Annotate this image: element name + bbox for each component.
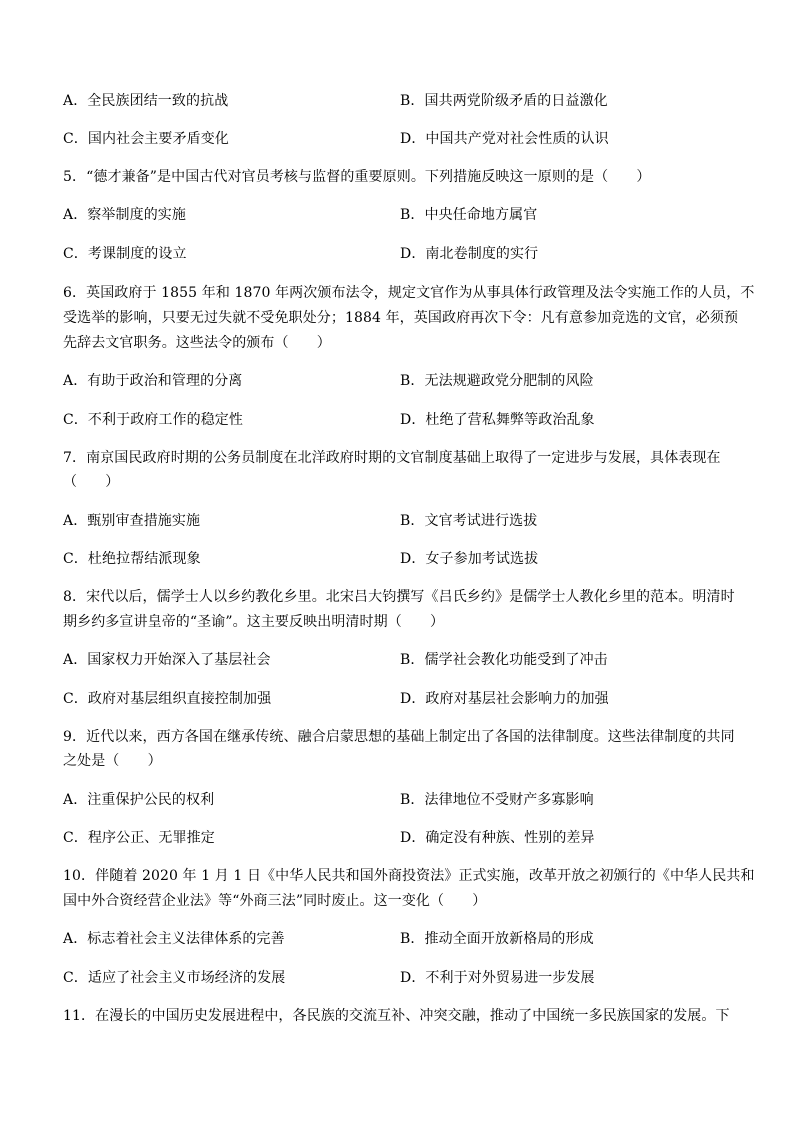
q4-option-b: B．国共两党阶级矛盾的日益激化: [400, 93, 608, 109]
q5-stem: 5．“德才兼备”是中国古代对官员考核与监督的重要原则。下列措施反映这一原则的是（ ）: [63, 169, 651, 185]
q10-stem-line1: 10．伴随着 2020 年 1 月 1 日《中华人民共和国外商投资法》正式实施，改革开放之初颁行的《中华人民共和: [63, 868, 755, 884]
q9-option-d: D．确定没有种族、性别的差异: [400, 830, 595, 846]
q4-option-c: C．国内社会主要矛盾变化: [63, 131, 229, 147]
q10-option-b: B．推动全面开放新格局的形成: [400, 931, 594, 947]
q8-option-a: A．国家权力开始深入了基层社会: [63, 652, 271, 668]
q6-option-b: B．无法规避政党分肥制的风险: [400, 373, 594, 389]
q8-stem-line2: 期乡约多宣讲皇帝的“圣谕”。这主要反映出明清时期（ ）: [63, 614, 445, 630]
q8-option-d: D．政府对基层社会影响力的加强: [400, 691, 609, 707]
q7-option-a: A．甄别审查措施实施: [63, 513, 201, 529]
q5-option-d: D．南北卷制度的实行: [400, 246, 539, 262]
q8-option-c: C．政府对基层组织直接控制加强: [63, 691, 272, 707]
q11-stem-line1: 11．在漫长的中国历史发展进程中，各民族的交流互补、冲突交融，推动了中国统一多民族国家的发展。下: [63, 1008, 730, 1024]
q10-option-c: C．适应了社会主义市场经济的发展: [63, 970, 286, 986]
q7-option-d: D．女子参加考试选拔: [400, 551, 539, 567]
q7-stem-line1: 7．南京国民政府时期的公务员制度在北洋政府时期的文官制度基础上取得了一定进步与发展，具体表现在: [63, 450, 721, 466]
q8-stem-line1: 8．宋代以后，儒学士人以乡约教化乡里。北宋吕大钧撰写《吕氏乡约》是儒学士人教化乡里的范本。明清时: [63, 589, 735, 605]
q7-stem-line2: （ ）: [63, 474, 120, 490]
q6-option-c: C．不利于政府工作的稳定性: [63, 412, 244, 428]
q7-option-c: C．杜绝拉帮结派现象: [63, 551, 201, 567]
q6-stem-line1: 6．英国政府于 1855 年和 1870 年两次颁布法令，规定文官作为从事具体行政管理及法令实施工作的人员，不: [63, 285, 755, 301]
q8-option-b: B．儒学社会教化功能受到了冲击: [400, 652, 608, 668]
q10-stem-line2: 国中外合资经营企业法》等“外商三法”同时废止。这一变化（ ）: [63, 893, 487, 909]
q5-option-b: B．中央任命地方属官: [400, 207, 538, 223]
q5-option-a: A．察举制度的实施: [63, 207, 187, 223]
q9-stem-line1: 9．近代以来，西方各国在继承传统、融合启蒙思想的基础上制定出了各国的法律制度。这些法律制度的共同: [63, 729, 735, 745]
q10-option-d: D．不利于对外贸易进一步发展: [400, 970, 595, 986]
q9-option-a: A．注重保护公民的权利: [63, 792, 215, 808]
q4-option-d: D．中国共产党对社会性质的认识: [400, 131, 609, 147]
q4-option-a: A．全民族团结一致的抗战: [63, 93, 229, 109]
q6-stem-line2: 受选举的影响，只要无过失就不受免职处分；1884 年，英国政府再次下令：凡有意参加竞选的文官，必须预: [63, 310, 739, 326]
q6-option-a: A．有助于政治和管理的分离: [63, 373, 243, 389]
q10-option-a: A．标志着社会主义法律体系的完善: [63, 931, 285, 947]
q9-stem-line2: 之处是（ ）: [63, 753, 162, 769]
q9-option-b: B．法律地位不受财产多寡影响: [400, 792, 594, 808]
q6-option-d: D．杜绝了营私舞弊等政治乱象: [400, 412, 595, 428]
q5-option-c: C．考课制度的设立: [63, 246, 187, 262]
q7-option-b: B．文官考试进行选拔: [400, 513, 538, 529]
q6-stem-line3: 先辞去文官职务。这些法令的颁布（ ）: [63, 335, 331, 351]
q9-option-c: C．程序公正、无罪推定: [63, 830, 215, 846]
